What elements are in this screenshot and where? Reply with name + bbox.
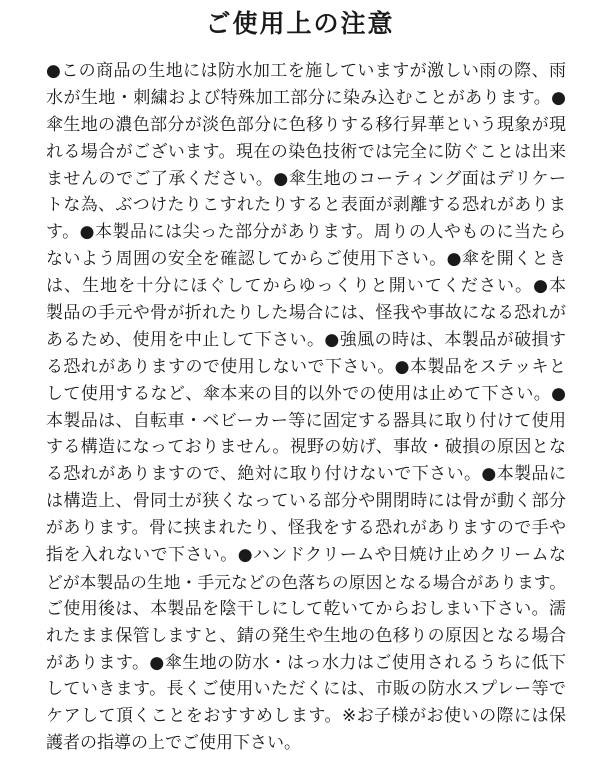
notice-line-6: トな為、ぶつけたりこすれたりすると表面が剥離する恐れがありま [46, 195, 566, 216]
notice-line-1: ●この商品の生地には防水加工を施していますが激しい雨の際、雨 [46, 61, 566, 81]
notice-line-20: どが本製品の生地・手元などの色落ちの原因となる場合があります。 [46, 571, 566, 592]
notice-line-8: ないよう周囲の安全を確認してからご使用下さい。●傘を開くとき [46, 249, 566, 270]
notice-line-21: ご使用後は、本製品を陰干しにして乾いてからおしまい下さい。濡 [46, 598, 566, 619]
notice-line-7: す。●本製品には尖った部分があります。周りの人やものに当たら [46, 222, 566, 243]
notice-line-24: していきます。長くご使用いただくには、市販の防水スプレー等で [46, 679, 566, 700]
notice-line-22: れたまま保管しますと、錆の発生や生地の色移りの原因となる場合 [46, 625, 566, 646]
notice-line-3: 傘生地の濃色部分が淡色部分に色移りする移行昇華という現象が現 [46, 114, 566, 135]
notice-line-25: ケアして頂くことをおすすめします。※お子様がお使いの際には保 [46, 706, 566, 727]
notice-line-11: あるため、使用を中止して下さい。●強風の時は、本製品が破損す [46, 329, 566, 350]
notice-line-26: 護者の指導の上でご使用下さい。 [46, 733, 301, 754]
notice-line-13: して使用するなど、傘本来の目的以外での使用は止めて下さい。● [46, 383, 566, 404]
notice-line-5: ませんのでご了承ください。●傘生地のコーティング面はデリケー [46, 168, 566, 189]
notice-line-23: があります。●傘生地の防水・はっ水力はご使用されるうちに低下 [46, 652, 566, 673]
notice-line-15: する構造になっておりません。視野の妨げ、事故・破損の原因とな [46, 437, 566, 458]
notice-body [46, 58, 566, 757]
notice-line-16: る恐れがありますので、絶対に取り付けないで下さい。●本製品に [46, 464, 566, 485]
notice-line-14: 本製品は、自転車・ベビーカー等に固定する器具に取り付けて使用 [46, 410, 566, 431]
notice-line-2: 水が生地・刺繍および特殊加工部分に染み込むことがあります。● [46, 87, 566, 108]
notice-line-18: があります。骨に挟まれたり、怪我をする恐れがありますので手や [46, 518, 566, 539]
notice-line-17: は構造上、骨同士が狭くなっている部分や開閉時には骨が動く部分 [46, 491, 566, 512]
notice-line-9: は、生地を十分にほぐしてからゆっくりと開いてください。●本 [46, 276, 566, 297]
notice-line-19: 指を入れないで下さい。●ハンドクリームや日焼け止めクリームな [46, 545, 566, 566]
notice-line-10: 製品の手元や骨が折れたりした場合には、怪我や事故になる恐れが [46, 303, 566, 324]
notice-line-4: れる場合がございます。現在の染色技術では完全に防ぐことは出来 [46, 141, 566, 162]
notice-line-12: る恐れがありますので使用しないで下さい。●本製品をステッキと [46, 356, 566, 377]
notice-title: ご使用上の注意 [205, 9, 395, 38]
